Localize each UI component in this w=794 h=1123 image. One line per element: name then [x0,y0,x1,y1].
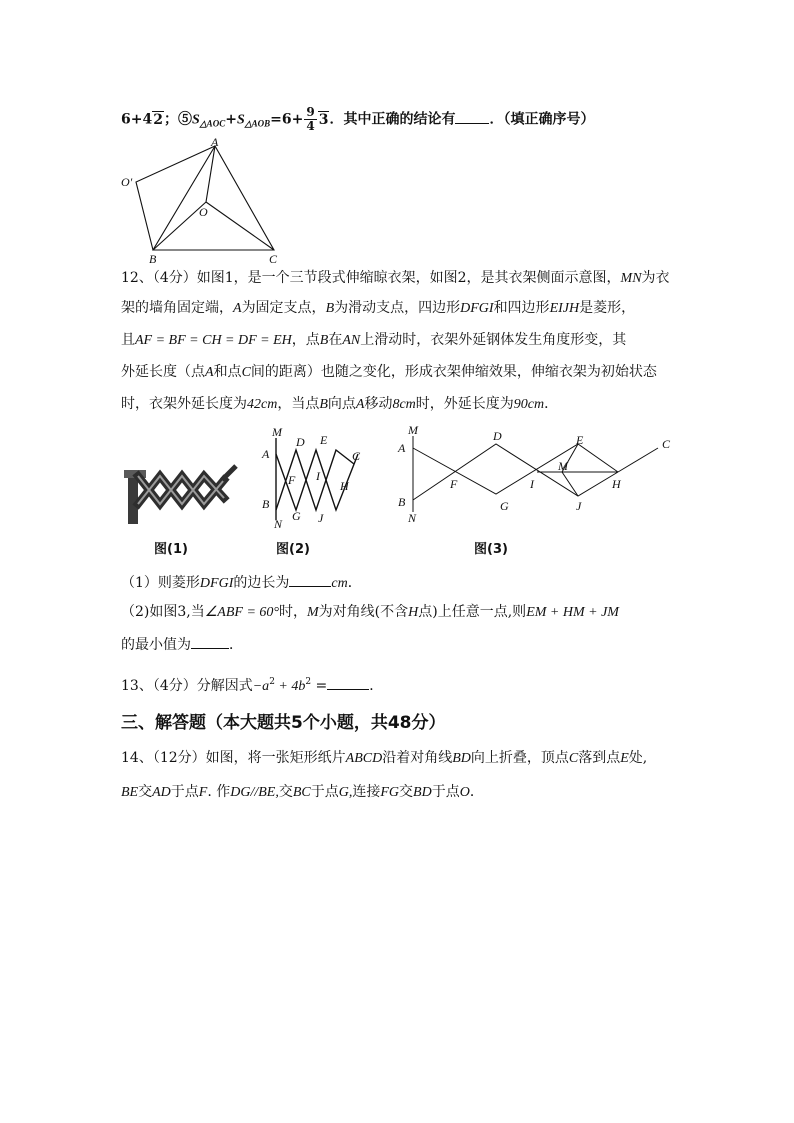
q12-line-4 [121,362,657,383]
subscript-aob: △AOB [244,118,271,129]
extension-hc [618,448,658,472]
fraction-9-4 [304,106,316,133]
label-f: F [288,473,296,487]
subscript-aoc: △AOC [199,118,226,129]
q14-line-1 [121,748,647,769]
text: 架的墙角固定端， [121,300,233,316]
label-o-prime: O′ [121,175,133,189]
text: 为滑动支点，四边形 [334,300,461,316]
answer-blank[interactable] [191,634,229,649]
text: ．其中正确的结论有 [329,111,456,128]
area-symbol: S [236,112,245,128]
label-a: A [211,138,219,149]
var-b: B [325,301,335,316]
label-b: B [149,252,157,266]
text: 且 [121,332,135,348]
expr-em-hm-jm: EM + HM + JM [526,605,619,620]
superscript: 2 [269,677,275,687]
sqrt-2: 2 [153,111,163,128]
label-e: E [320,433,328,447]
segment-co [206,202,274,250]
var-c: C [568,751,579,766]
rack-end [222,466,236,480]
text: 交 [138,784,153,800]
value-42cm: 42cm [247,397,278,412]
clothes-rack-photo [124,458,240,528]
answer-blank[interactable] [289,572,331,587]
sqrt-3: 3 [318,111,329,128]
var-h: H [408,605,419,620]
text: 向点 [327,396,356,412]
var-bd: BD [413,785,432,800]
value-90cm: 90cm [513,397,545,412]
label-d: D [296,435,305,449]
text: 交 [278,784,293,800]
label-m: M [272,425,282,439]
var-ad: AD [152,785,171,800]
text: 于点 [170,784,199,800]
text: 13、（4分）分解因式 [121,678,253,694]
var-g: G, [338,785,353,800]
caption-figure-3: 图(3) [474,542,508,557]
text: 间的距离）也随之变化，形成衣架伸缩效果，伸缩衣架为初始状态 [250,364,657,380]
label-a: A [398,441,406,455]
text: ．（填正确序号） [489,111,595,128]
var-o: O [459,785,470,800]
segment-jm [562,472,578,496]
var-b: B [319,333,329,348]
label-c: C [269,252,278,266]
text: 于点 [310,784,339,800]
caption-figure-1: 图(1) [154,542,188,557]
var-eijh: EIJH [549,301,580,316]
text: 12、（4分）如图1，是一个三节段式伸缩晾衣架，如图2，是其衣架侧面示意图， [121,270,621,286]
caption-figure-2: 图(2) [276,542,310,557]
text: （1）则菱形 [121,575,200,591]
triangle-figure [115,138,295,266]
text: 和点 [213,364,242,380]
equality-chain: AF = BF = CH = DF = EH [135,333,292,348]
text: 外延长度（点 [121,364,205,380]
var-a: A [205,365,214,380]
text: 为固定支点， [241,300,326,316]
text: 的最小值为 [121,637,191,653]
label-e: E [576,433,584,447]
numerator: 9 [306,105,315,119]
text: . 作 [207,784,231,800]
q12-line-3 [121,330,626,351]
label-g: G [292,509,301,523]
q12-line-2 [121,298,635,319]
label-b: B [398,495,406,509]
text: 落到点 [578,750,621,766]
text: 6+4 [121,111,153,128]
text: ． [347,575,362,591]
q12-sub-1 [121,572,362,594]
text: 时， [279,604,307,620]
var-dfgi: DFGI [199,576,234,591]
triangle-abc [153,146,274,250]
q12-sub-2 [121,602,619,623]
label-h: H [612,477,621,491]
text: （2)如图3,当 [121,604,205,620]
text: = [311,678,328,694]
text: 交 [399,784,414,800]
text: 沿着对角线 [382,750,453,766]
q12-line-5 [121,394,558,415]
text: 是菱形， [579,300,636,316]
answer-blank[interactable] [455,109,489,124]
zigzag-path-1 [413,444,618,494]
label-h: H [340,479,349,493]
q12-line-1 [121,268,670,289]
text: ；⑤ [163,111,192,128]
var-mn: MN [620,271,642,286]
text: ． [369,678,384,694]
label-j: J [318,511,324,525]
var-fg: FG [380,785,400,800]
var-abcd: ABCD [345,751,383,766]
label-o: O [199,205,208,219]
text: 移动 [364,396,393,412]
answer-blank[interactable] [327,675,369,690]
label-m-inner: M [558,459,568,473]
var-bc: BC [292,785,311,800]
var-e: E [620,751,629,766]
label-i: I [316,469,320,483]
text: 上滑动时，衣架外延钢体发生角度形变，其 [360,332,627,348]
text: =6+ [270,111,304,128]
var-dfgi: DFGI [460,301,494,316]
text: ，当点 [277,396,320,412]
area-symbol: S [191,112,200,128]
triangle-ao-prime-b [136,146,215,250]
label-j: J [576,499,582,513]
var-be: BE [121,785,139,800]
q12-sub-3 [121,634,243,655]
label-c: C [662,437,671,451]
label-a: A [262,447,270,461]
text: 为衣 [641,270,670,286]
rack-drawing [124,466,236,524]
label-n: N [408,511,417,524]
label-d: D [493,429,502,443]
angle-abf: ∠ABF = 60° [204,605,279,620]
label-f: F [450,477,458,491]
text: ，点 [291,332,320,348]
text: ． [544,396,559,412]
expr-a: −a [252,679,270,694]
denominator: 4 [306,119,315,133]
text: ． [469,784,484,800]
text: 时，衣架外延长度为 [121,396,247,412]
var-bd: BD [452,751,471,766]
text: 于点 [431,784,460,800]
text: + [225,111,237,128]
label-c: C [352,449,361,463]
label-i: I [530,477,534,491]
var-b: B [319,397,328,412]
var-an: AN [342,333,361,348]
text: 14、（12分）如图，将一张矩形纸片 [121,750,346,766]
rhombus-diagram [396,422,686,524]
var-m: M [307,605,319,620]
var-a: A [355,397,365,412]
expr-dg-parallel-be: DG//BE, [230,785,279,800]
text: 处, [628,750,648,766]
q13-line [121,672,383,697]
unit-cm: cm [331,576,348,591]
text: ． [229,637,243,653]
text: 时，外延长度为 [415,396,514,412]
q11-conclusion-line [121,106,594,134]
var-a: A [233,301,242,316]
text: 为对角线(不含 [318,604,409,620]
label-n: N [274,517,283,531]
label-g: G [500,499,509,513]
var-f: F [198,785,208,800]
rack-side-diagram [258,424,370,532]
expr-b: + 4b [274,679,306,694]
q14-line-2 [121,782,484,803]
label-m: M [408,423,418,437]
section-heading: 三、解答题（本大题共5个小题，共48分） [121,713,446,733]
var-c: C [241,365,251,380]
value-8cm: 8cm [392,397,416,412]
text: 在 [328,332,343,348]
text: 向上折叠，顶点 [470,750,569,766]
label-b: B [262,497,270,511]
text: 的边长为 [233,575,290,591]
text: 连接 [352,784,381,800]
text: 和四边形 [493,300,550,316]
superscript: 2 [305,677,312,687]
text: 点)上任意一点,则 [418,604,527,620]
